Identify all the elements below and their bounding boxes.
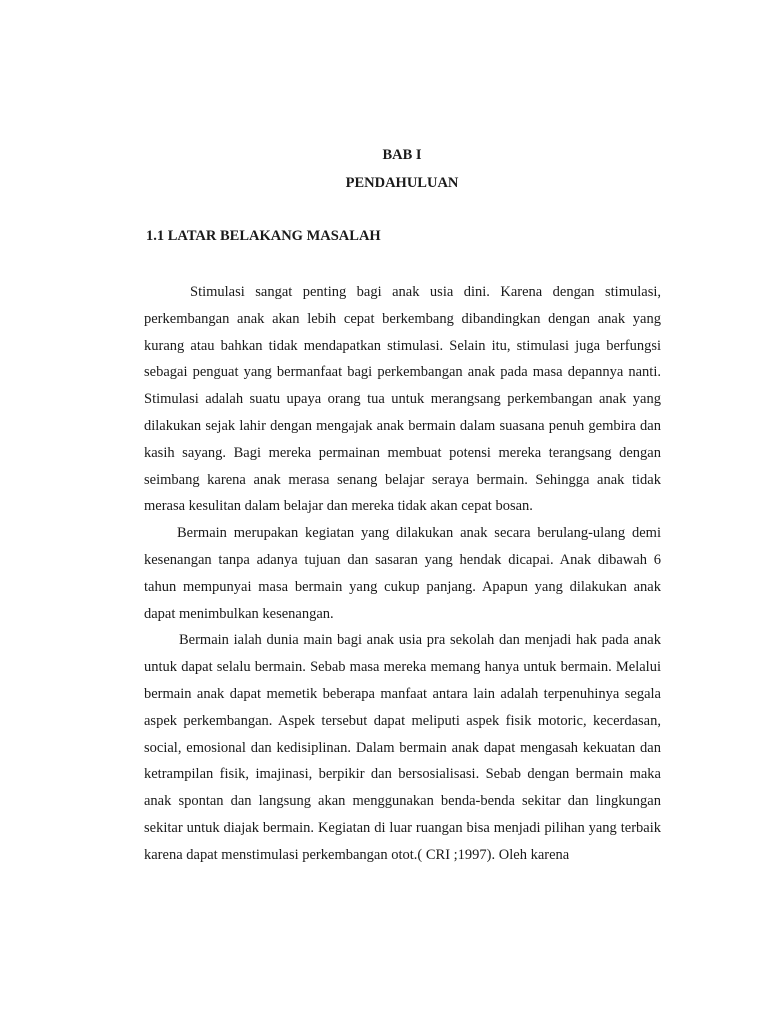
chapter-label: BAB I: [382, 147, 422, 163]
body-text: [144, 279, 661, 869]
paragraph-2: Bermain merupakan kegiatan yang dilakukan anak secara berulang-ulang demi kesenangan tanpa adanya tujuan dan sasaran yang hendak dicapai. Anak dibawah 6 tahun mempunyai masa bermain yang cukup panjang. Apapun yang dilakukan anak dapat menimbulkan kesenangan.: [144, 525, 661, 622]
paragraph-1: Stimulasi sangat penting bagi anak usia dini. Karena dengan stimulasi, perkembangan anak akan lebih cepat berkembang dibandingkan dengan anak yang kurang atau bahkan tidak mendapatkan stimulasi. Selain itu, stimulasi juga berfungsi sebagai penguat yang bermanfaat bagi perkembangan anak pada masa depannya nanti. Stimulasi adalah suatu upaya orang tua untuk merangsang perkembangan anak yang dilakukan sejak lahir dengan mengajak anak bermain dalam suasana penuh gembira dan kasih sayang. Bagi mereka permainan membuat potensi mereka terangsang dengan seimbang karena anak merasa senang belajar seraya bermain. Sehingga anak tidak merasa kesulitan dalam belajar dan mereka tidak akan cepat bosan.: [144, 284, 661, 515]
chapter-title: PENDAHULUAN: [345, 175, 459, 191]
paragraph-3: Bermain ialah dunia main bagi anak usia pra sekolah dan menjadi hak pada anak untuk dapat selalu bermain. Sebab masa mereka memang hanya untuk bermain. Melalui bermain anak dapat memetik beberapa manfaat antara lain adalah terpenuhinya segala aspek perkembangan. Aspek tersebut dapat meliputi aspek fisik motoric, kecerdasan, social, emosional dan kedisiplinan. Dalam bermain anak dapat mengasah kekuatan dan ketrampilan fisik, imajinasi, berpikir dan bersosialisasi. Sebab dengan bermain maka anak spontan dan langsung akan menggunakan benda-benda sekitar dan lingkungan sekitar untuk diajak bermain. Kegiatan di luar ruangan bisa menjadi pilihan yang terbaik karena dapat menstimulasi perkembangan otot.( CRI ;1997). Oleh karena: [144, 632, 661, 863]
section-heading: 1.1 LATAR BELAKANG MASALAH: [146, 228, 381, 244]
